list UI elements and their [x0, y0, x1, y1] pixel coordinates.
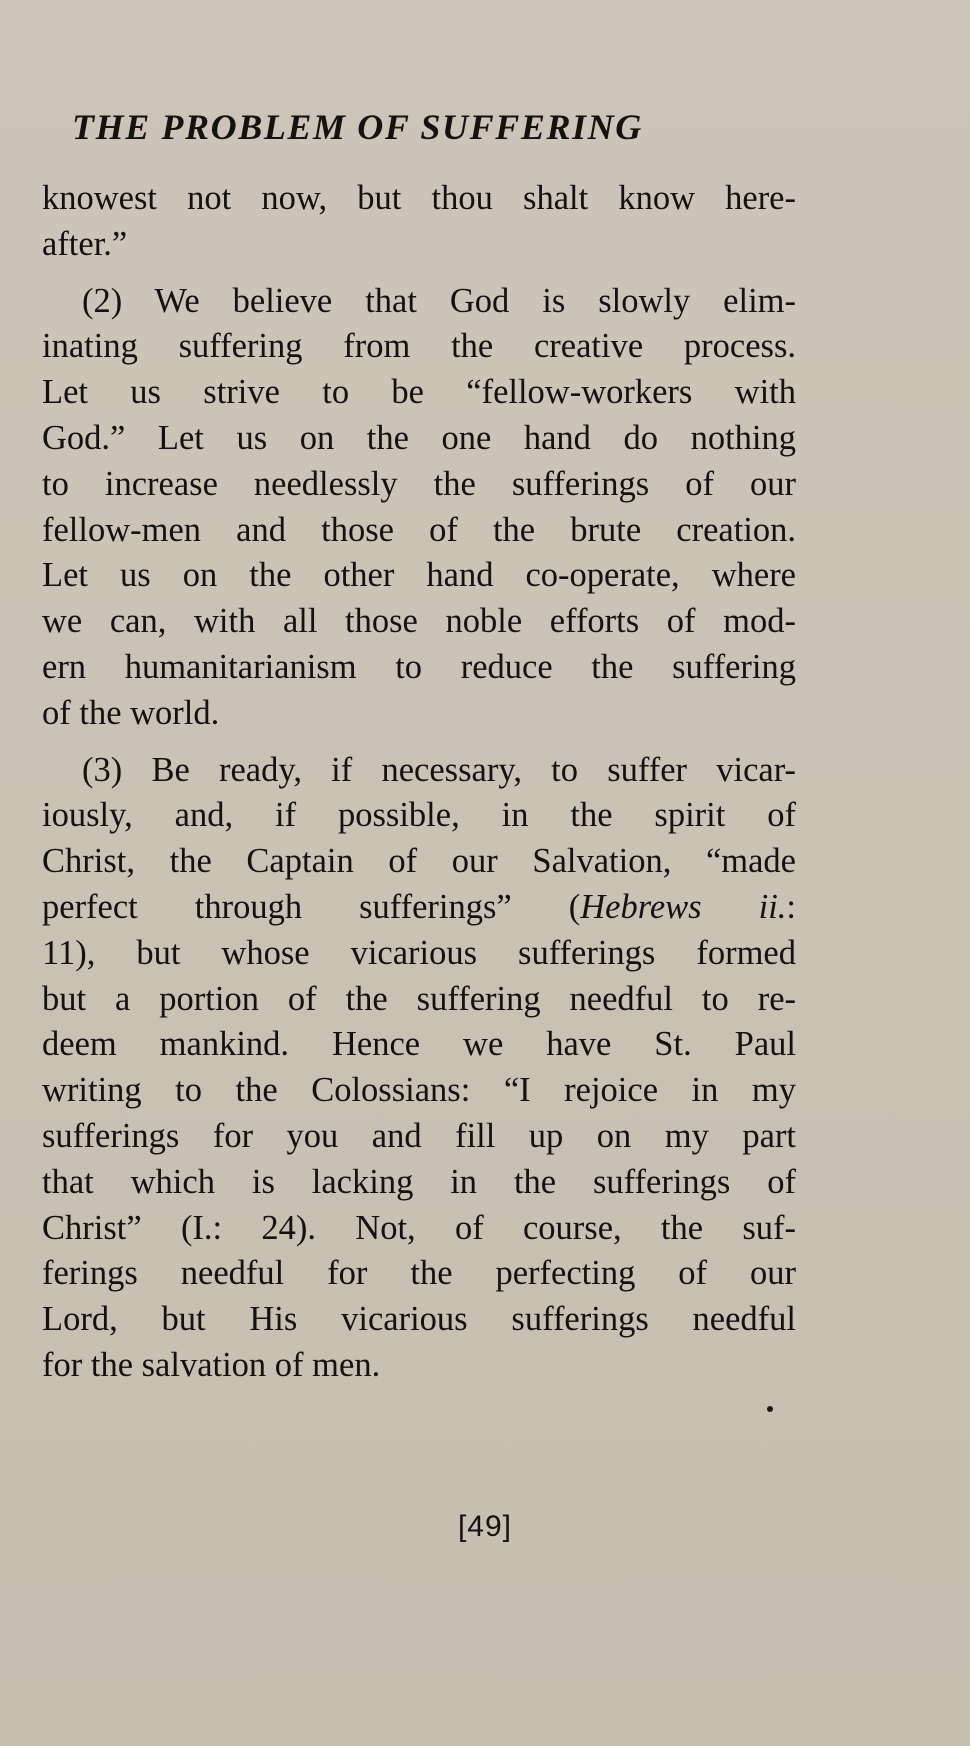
- text-line: iously, and, if possible, in the spirit of: [42, 796, 796, 835]
- text-line: deem mankind. Hence we have St. Paul: [42, 1025, 796, 1064]
- text-line: Christ” (I.: 24). Not, of course, the suf-: [42, 1208, 796, 1247]
- text-line: to increase needlessly the sufferings of our: [42, 464, 796, 503]
- text-line: fellow-men and those of the brute creation.: [42, 510, 796, 549]
- text-line-with-citation: [42, 885, 796, 931]
- text-line: writing to the Colossians: “I rejoice in my: [42, 1071, 796, 1110]
- text-line: Let us strive to be “fellow-workers with: [42, 373, 796, 412]
- text-line: knowest not now, but thou shalt know here-: [42, 179, 796, 217]
- citation-reference: Hebrews ii.: [580, 887, 787, 926]
- text-line: after.”: [42, 224, 128, 263]
- body-text: [42, 176, 796, 1389]
- ink-speck: [767, 1406, 773, 1412]
- text-line: that which is lacking in the sufferings of: [42, 1162, 796, 1201]
- text-line: we can, with all those noble efforts of mod-: [42, 602, 796, 641]
- text-line: 11), but whose vicarious sufferings formed: [42, 933, 796, 972]
- paragraph-2-first-line: (2) We believe that God is slowly elim-: [82, 281, 796, 320]
- text-line: ern humanitarianism to reduce the suffering: [42, 647, 796, 686]
- text-line: Christ, the Captain of our Salvation, “made: [42, 842, 796, 881]
- text-line: ferings needful for the perfecting of our: [42, 1254, 796, 1293]
- text-segment: perfect through sufferings” (: [42, 887, 581, 926]
- paragraph-3-first-line: (3) Be ready, if necessary, to suffer vicar-: [82, 750, 796, 789]
- text-line: God.” Let us on the one hand do nothing: [42, 418, 796, 457]
- citation-tail: :: [786, 887, 796, 926]
- text-line: sufferings for you and fill up on my part: [42, 1116, 796, 1155]
- text-line: but a portion of the suffering needful to re-: [42, 979, 796, 1018]
- running-head: THE PROBLEM OF SUFFERING: [72, 107, 643, 147]
- text-line: for the salvation of men.: [42, 1345, 381, 1384]
- text-line: Let us on the other hand co-operate, where: [42, 556, 796, 595]
- text-line: Lord, but His vicarious sufferings needful: [42, 1300, 796, 1339]
- text-line: inating suffering from the creative process.: [42, 327, 796, 366]
- text-line: of the world.: [42, 693, 220, 732]
- page-number: [49]: [457, 1510, 513, 1543]
